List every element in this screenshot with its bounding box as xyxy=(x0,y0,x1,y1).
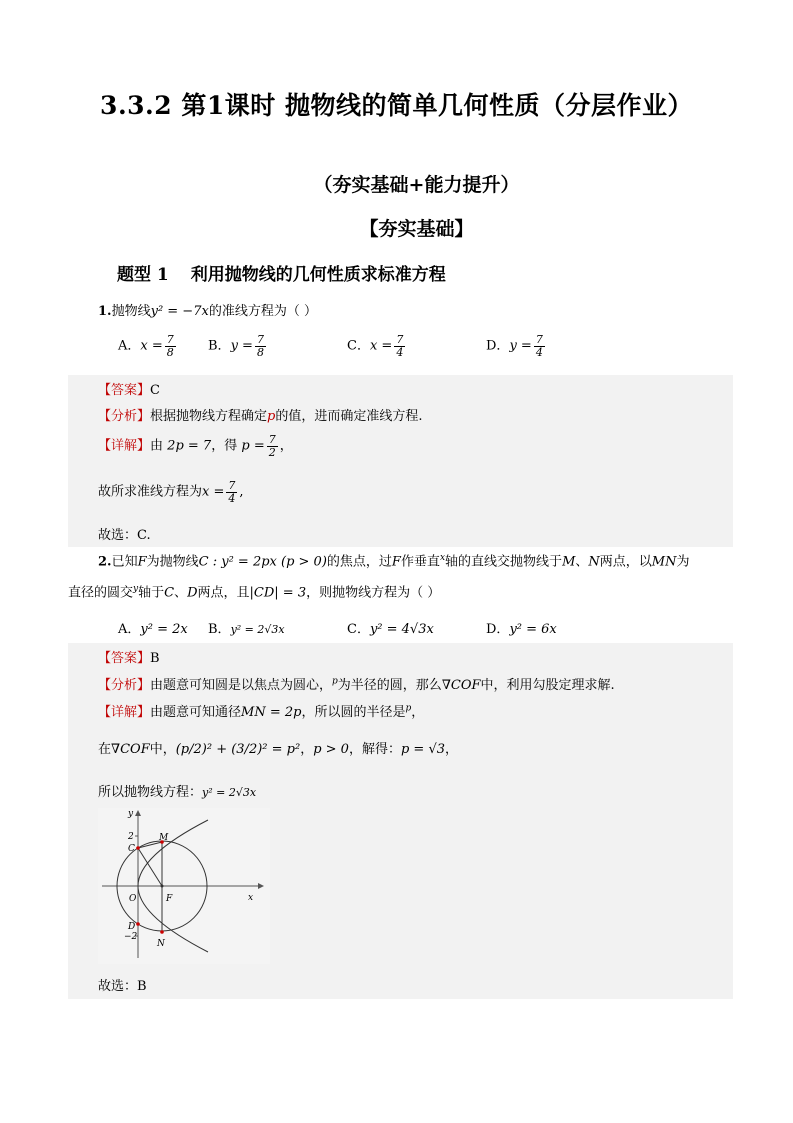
fraction-numerator: 7 xyxy=(228,479,236,492)
analysis-variable: p xyxy=(267,409,276,424)
point-d xyxy=(136,922,140,926)
option-fraction xyxy=(394,334,405,358)
detail-text: ，所以圆的半径是 xyxy=(301,705,406,720)
answer-value: B xyxy=(150,651,160,666)
q2-conclusion: 故选：B xyxy=(98,979,147,994)
option-equation: y² = 6x xyxy=(509,622,557,637)
axis-label-y: y xyxy=(128,809,134,819)
detail-tag: 【详解】 xyxy=(98,705,151,720)
detail-text: ， xyxy=(279,438,293,454)
q1-solution-box xyxy=(68,375,733,547)
q1-answer-line xyxy=(98,379,160,398)
question-1-equation: y² = −7x xyxy=(150,304,209,319)
option-label: D． xyxy=(486,338,510,354)
option-label: B． xyxy=(208,622,231,637)
detail-text: 所以抛物线方程： xyxy=(98,785,203,800)
stem-text: ，则抛物线方程为（ ） xyxy=(306,585,441,601)
detail-text: 在 xyxy=(98,742,112,757)
q2-option-b[interactable] xyxy=(208,618,285,637)
option-lhs: y = xyxy=(230,338,253,354)
label-n: N xyxy=(157,939,165,949)
stem-equation: C : y² = 2px (p > 0) xyxy=(198,554,327,570)
fraction-numerator: 7 xyxy=(396,333,404,346)
option-lhs: x = xyxy=(140,338,163,354)
page-title: 3.3.2 第1课时 抛物线的简单几何性质（分层作业） xyxy=(100,91,693,120)
q2-detail-line-3 xyxy=(98,781,256,800)
answer-tag: 【答案】 xyxy=(98,383,151,398)
fraction-denominator: 2 xyxy=(268,445,276,459)
q1-option-a[interactable] xyxy=(118,334,178,358)
fraction-denominator: 8 xyxy=(166,345,174,359)
q1-detail-line xyxy=(98,434,293,458)
stem-variable: N xyxy=(588,554,600,570)
stem-text: 的焦点，过 xyxy=(326,554,392,570)
detail-fraction xyxy=(226,480,237,504)
stem-text: 轴于 xyxy=(138,585,165,601)
q2-option-a[interactable] xyxy=(118,618,188,637)
q2-option-d[interactable] xyxy=(486,618,557,637)
stem-text: 为 xyxy=(676,554,690,570)
detail-equation: p = xyxy=(241,438,265,454)
stem-variable: F xyxy=(137,554,147,570)
detail-text: 由 xyxy=(150,438,164,454)
option-fraction xyxy=(534,334,545,358)
question-2-stem-line-1 xyxy=(98,553,689,570)
analysis-text: 根据抛物线方程确定 xyxy=(150,409,268,424)
analysis-text: 为半径的圆，那么 xyxy=(337,678,442,693)
figure-svg xyxy=(98,808,270,964)
detail-triangle: ∇COF xyxy=(111,742,150,757)
option-equation: y² = 2x xyxy=(140,622,188,637)
option-equation: y² = 2√3x xyxy=(230,623,285,636)
option-fraction xyxy=(165,334,176,358)
detail-text: 中， xyxy=(149,742,176,757)
detail-variable: p xyxy=(405,703,412,714)
parabola-circle-figure xyxy=(98,808,270,964)
q1-option-c[interactable] xyxy=(347,334,407,358)
option-label: A． xyxy=(118,338,141,354)
analysis-text: 的值，进而确定准线方程. xyxy=(275,409,423,424)
question-2-number: 2. xyxy=(98,554,112,570)
detail-text: 故所求准线方程为 xyxy=(98,484,203,500)
detail-equation: MN = 2p xyxy=(241,705,302,720)
q2-answer-line xyxy=(98,647,160,666)
stem-text: 已知 xyxy=(111,554,138,570)
stem-text: 两点，以 xyxy=(599,554,652,570)
fraction-numerator: 7 xyxy=(166,333,174,346)
fraction-numerator: 7 xyxy=(268,433,276,446)
analysis-triangle: ∇COF xyxy=(441,678,481,693)
point-f xyxy=(161,885,164,888)
q2-detail-line xyxy=(98,701,424,720)
label-o: O xyxy=(129,894,137,904)
question-type-heading xyxy=(117,260,446,285)
option-equation: y² = 4√3x xyxy=(369,622,434,637)
stem-text: 直径的圆交 xyxy=(68,585,134,601)
label-m: M xyxy=(159,833,169,843)
detail-text: ， xyxy=(411,705,425,720)
detail-text: , xyxy=(239,484,244,500)
question-1-number: 1. xyxy=(98,304,112,319)
detail-equation: (p/2)² + (3/2)² = p² xyxy=(175,742,301,757)
stem-text: 、 xyxy=(174,585,188,601)
stem-text: 、 xyxy=(575,554,589,570)
question-type-number: 题型 1 xyxy=(117,265,169,285)
detail-fraction xyxy=(267,434,278,458)
tick-label-2: 2 xyxy=(128,832,134,842)
stem-variable: F xyxy=(391,554,401,570)
q1-option-b[interactable] xyxy=(208,334,268,358)
analysis-tag: 【分析】 xyxy=(98,409,151,424)
label-c: C xyxy=(128,844,135,854)
q2-option-c[interactable] xyxy=(347,618,434,637)
detail-tag: 【详解】 xyxy=(98,438,151,454)
fraction-numerator: 7 xyxy=(256,333,264,346)
label-d: D xyxy=(128,922,136,932)
analysis-variable: p xyxy=(332,676,338,687)
detail-equation: y² = 2√3x xyxy=(202,786,257,799)
detail-text: ， xyxy=(300,742,314,757)
tick-label-minus-2: −2 xyxy=(124,932,138,942)
fraction-denominator: 4 xyxy=(396,345,404,359)
q1-detail-line-2 xyxy=(98,480,244,504)
q2-detail-line-2 xyxy=(98,738,458,757)
option-label: A． xyxy=(118,622,141,637)
analysis-text: 由题意可知圆是以焦点为圆心， xyxy=(150,678,333,693)
analysis-text: 中，利用勾股定理求解. xyxy=(480,678,615,693)
axis-label-x: x xyxy=(248,893,254,903)
label-f: F xyxy=(166,894,173,904)
stem-variable: M xyxy=(562,554,576,570)
x-axis-arrow xyxy=(258,883,264,889)
stem-text: 轴的直线交抛物线于 xyxy=(445,554,563,570)
stem-variable: D xyxy=(187,585,198,601)
fraction-denominator: 4 xyxy=(228,491,236,505)
stem-text: 作垂直 xyxy=(400,554,440,570)
stem-text: 为抛物线 xyxy=(146,554,199,570)
detail-equation: 2p = 7 xyxy=(167,438,212,454)
option-fraction xyxy=(255,334,266,358)
page-subtitle: （夯实基础+能力提升） xyxy=(313,174,520,196)
detail-text: 由题意可知通径 xyxy=(150,705,242,720)
answer-value: C xyxy=(150,383,160,398)
question-1-stem xyxy=(98,304,317,320)
point-c xyxy=(136,846,140,850)
stem-variable: x xyxy=(439,553,446,563)
stem-variable: C xyxy=(164,585,175,601)
q2-analysis-line xyxy=(98,674,615,693)
option-label: C． xyxy=(347,622,370,637)
option-label: D． xyxy=(486,622,510,637)
stem-variable: MN xyxy=(651,554,677,570)
fraction-numerator: 7 xyxy=(535,333,543,346)
option-lhs: x = xyxy=(369,338,393,354)
option-lhs: y = xyxy=(509,338,532,354)
q1-option-d[interactable] xyxy=(486,334,547,358)
fraction-denominator: 8 xyxy=(256,345,264,359)
option-label: B． xyxy=(208,338,231,354)
question-1-prefix: 抛物线 xyxy=(111,304,151,319)
question-2-stem-line-2 xyxy=(68,584,440,601)
answer-tag: 【答案】 xyxy=(98,651,151,666)
detail-text: ，解得： xyxy=(348,742,401,757)
segment-cf xyxy=(138,848,162,886)
detail-equation: x = xyxy=(202,484,225,500)
q1-analysis-line xyxy=(98,405,423,424)
fraction-denominator: 4 xyxy=(535,345,543,359)
point-n xyxy=(160,930,164,934)
stem-text: 两点，且 xyxy=(197,585,250,601)
detail-equation: p = √3 xyxy=(400,742,446,757)
section-heading: 【夯实基础】 xyxy=(359,218,474,240)
option-label: C． xyxy=(347,338,370,354)
detail-text: ，得 xyxy=(211,438,238,454)
detail-equation: p > 0 xyxy=(313,742,349,757)
analysis-tag: 【分析】 xyxy=(98,678,151,693)
q1-conclusion: 故选：C. xyxy=(98,528,151,543)
stem-variable: y xyxy=(133,584,139,594)
stem-equation: |CD| = 3 xyxy=(249,585,307,601)
detail-text: ， xyxy=(445,742,459,757)
question-1-suffix: 的准线方程为（ ） xyxy=(208,304,317,319)
question-type-text: 利用抛物线的几何性质求标准方程 xyxy=(190,265,446,285)
y-axis-arrow xyxy=(135,810,141,816)
